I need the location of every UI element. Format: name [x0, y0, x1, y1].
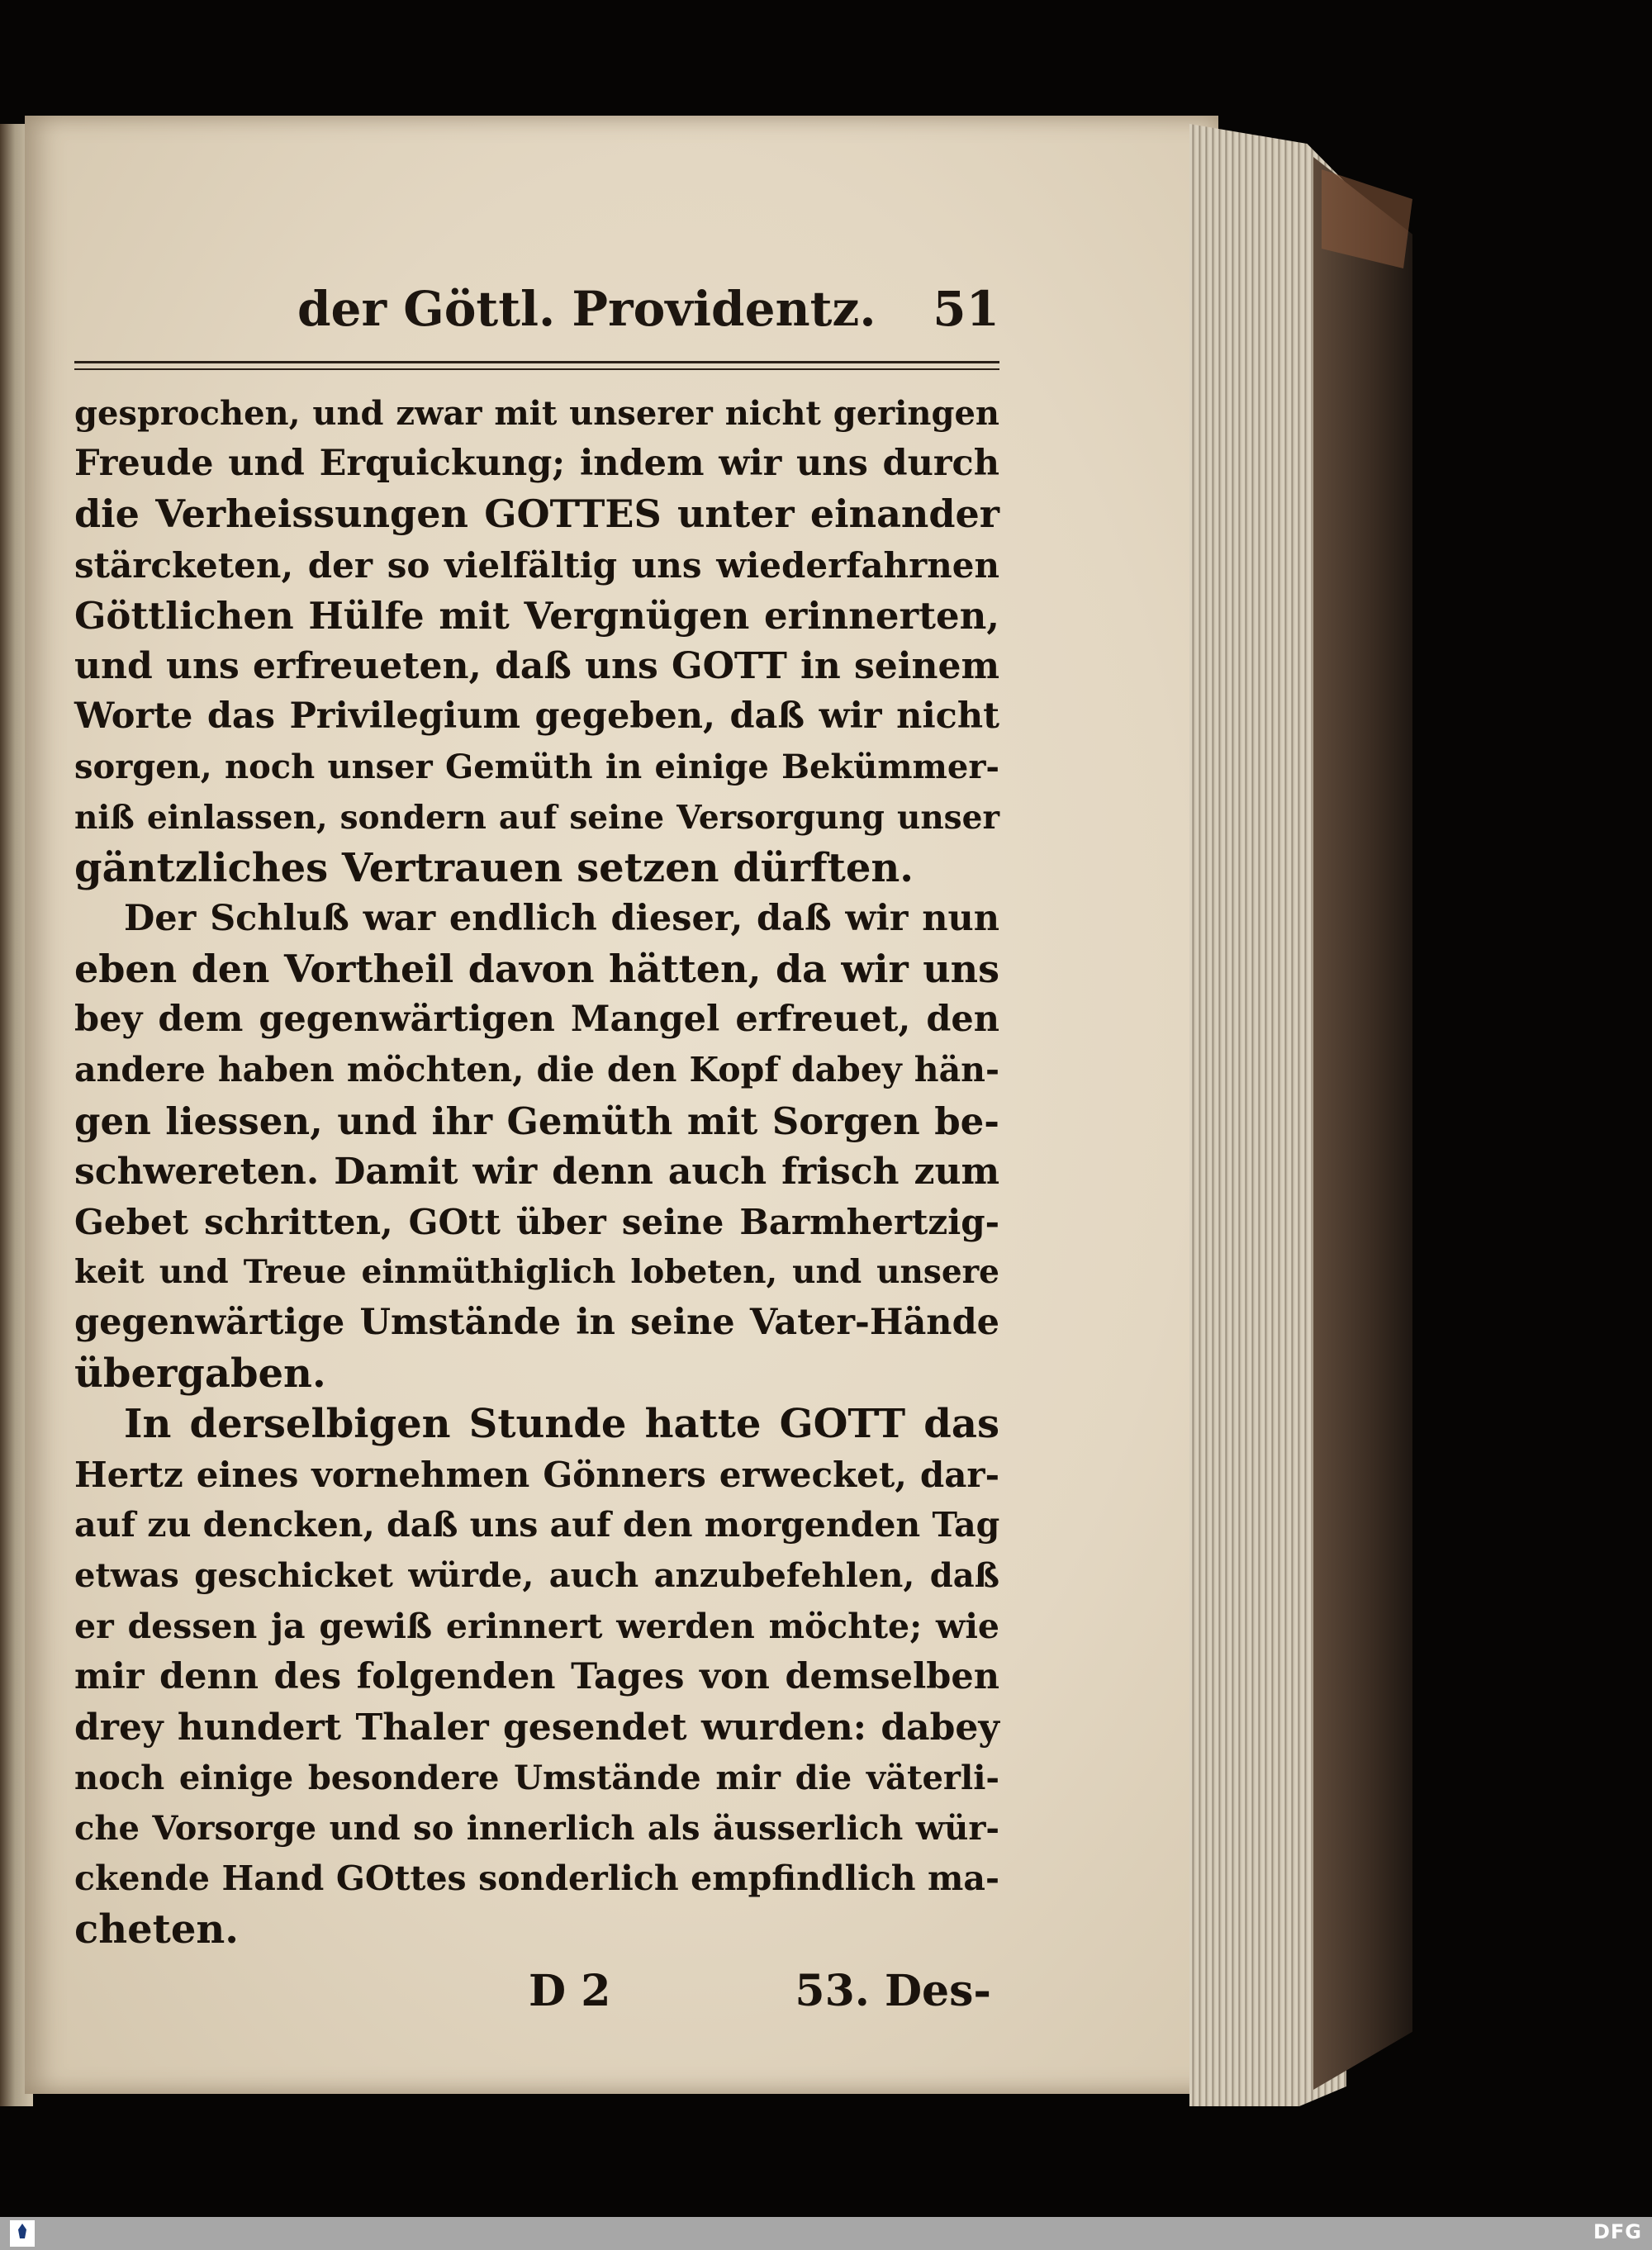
- text-line: gäntzliches Vertrauen setzen dürften.: [74, 844, 914, 891]
- text-line: noch einige besondere Umstände mir die väterli-: [74, 1759, 999, 1798]
- text-line: Göttlichen Hülfe mit Vergnügen erinnerten,: [74, 593, 999, 638]
- text-line: auf zu dencken, daß uns auf den morgenden Tag: [74, 1505, 1000, 1545]
- text-line: mir denn des folgenden Tages von demselben: [74, 1655, 999, 1697]
- text-line: Der Schluß war endlich dieser, daß wir nun: [124, 897, 999, 939]
- text-line: schwereten. Damit wir denn auch frisch zum: [74, 1150, 999, 1193]
- body-text: [74, 388, 999, 1955]
- text-line: die Verheissungen GOTTES unter einander: [74, 491, 999, 537]
- page-footer: [74, 1966, 991, 2024]
- dfg-logo[interactable]: DFG: [1593, 2220, 1642, 2243]
- text-line: niß einlassen, sondern auf seine Versorgung unser: [74, 798, 999, 837]
- signature-mark: D 2: [529, 1966, 611, 2016]
- text-line: gegenwärtige Umstände in seine Vater-Hände: [74, 1302, 999, 1344]
- catchword: 53. Des-: [795, 1966, 991, 2016]
- text-line: Freude und Erquickung; indem wir uns durch: [74, 443, 999, 485]
- text-line: stärcketen, der so vielfältig uns wiederfahrnen: [74, 544, 999, 586]
- text-line: gen liessen, und ihr Gemüth mit Sorgen be-: [74, 1099, 999, 1143]
- text-line: und uns erfreueten, daß uns GOTT in seinem: [74, 644, 999, 687]
- text-line: cheten.: [74, 1906, 239, 1953]
- text-line: gesprochen, und zwar mit unserer nicht geringen: [74, 394, 999, 433]
- text-line: keit und Treue einmüthiglich lobeten, und unsere: [74, 1253, 999, 1292]
- text-line: übergaben.: [74, 1350, 326, 1397]
- text-line: Gebet schritten, GOtt über seine Barmhertzig-: [74, 1202, 999, 1242]
- text-line: Hertz eines vornehmen Gönners erwecket, dar-: [74, 1454, 999, 1495]
- text-line: er dessen ja gewiß erinnert werden möchte; wie: [74, 1606, 999, 1646]
- text-line: che Vorsorge und so innerlich als äusserlich wür-: [74, 1809, 999, 1849]
- library-logo-icon[interactable]: [10, 2220, 35, 2247]
- page-header: [74, 281, 999, 355]
- text-line: etwas geschicket würde, auch anzubefehlen, daß: [74, 1556, 999, 1596]
- text-line: eben den Vortheil davon hätten, da wir uns: [74, 947, 999, 992]
- viewer-footer-bar: [0, 2217, 1652, 2250]
- page-number: 51: [933, 281, 999, 337]
- text-line: drey hundert Thaler gesendet wurden: dabey: [74, 1706, 999, 1749]
- text-line: andere haben möchten, die den Kopf dabey hän-: [74, 1050, 999, 1090]
- running-title: der Göttl. Providentz.: [297, 281, 876, 337]
- text-line: Worte das Privilegium gegeben, daß wir nicht: [74, 695, 999, 738]
- text-line: In derselbigen Stunde hatte GOTT das: [124, 1400, 999, 1447]
- text-line: bey dem gegenwärtigen Mangel erfreuet, den: [74, 999, 999, 1041]
- book-cover: [1313, 157, 1412, 2090]
- header-rule: [74, 361, 999, 370]
- text-line: sorgen, noch unser Gemüth in einige Bekümmer-: [74, 748, 999, 787]
- text-line: ckende Hand GOttes sonderlich empfindlich ma-: [74, 1858, 999, 1899]
